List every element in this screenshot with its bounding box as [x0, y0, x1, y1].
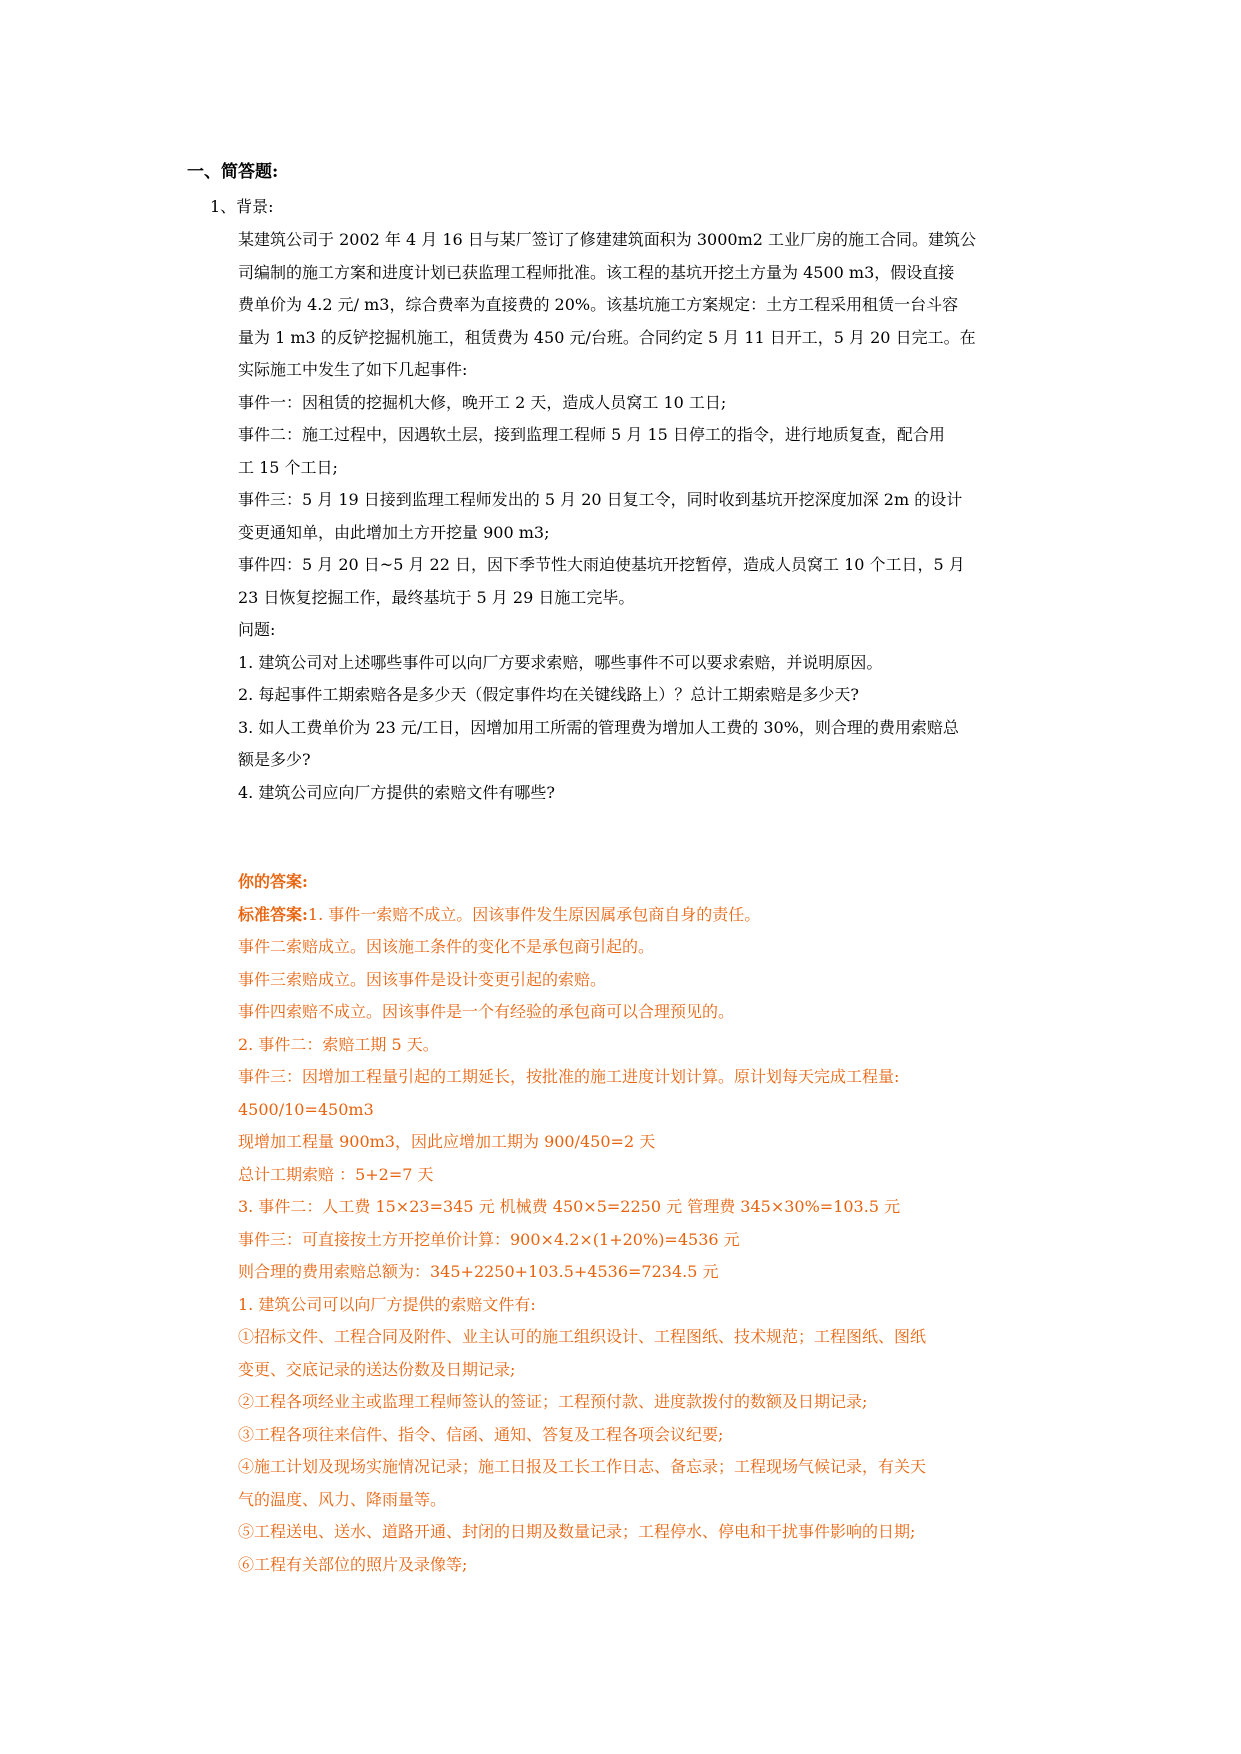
answer-line: ⑥工程有关部位的照片及录像等;	[238, 1554, 468, 1574]
standard-answer-line	[238, 899, 1038, 932]
answer-line: 现增加工程量 900m3，因此应增加工期为 900/450=2 天	[238, 1132, 656, 1151]
question-item: 3. 如人工费单价为 23 元/工日，因增加用工所需的管理费为增加人工费的 30%，则合理的费用索赔总	[238, 717, 959, 737]
question-item: 1. 建筑公司对上述哪些事件可以向厂方要求索赔，哪些事件不可以要求索赔，并说明原因。	[238, 652, 883, 672]
answer-line: 事件三索赔成立。因该事件是设计变更引起的索赔。	[238, 969, 607, 989]
background-line: 司编制的施工方案和进度计划已获监理工程师批准。该工程的基坑开挖土方量为 4500 m3，假设直接	[238, 262, 955, 282]
answer-line: 3. 事件二：人工费 15×23=345 元 机械费 450×5=2250 元 管理费 345×30%=103.5 元	[238, 1197, 901, 1216]
answer-line: 事件二索赔成立。因该施工条件的变化不是承包商引起的。	[238, 937, 655, 956]
answer-line: ④施工计划及现场实施情况记录；施工日报及工长工作日志、备忘录；工程现场气候记录，有关天	[238, 1457, 927, 1476]
answer-line: ⑤工程送电、送水、道路开通、封闭的日期及数量记录；工程停水、停电和干扰事件影响的日期;	[238, 1522, 916, 1541]
background-line: 实际施工中发生了如下几起事件:	[238, 360, 468, 379]
your-answer-label: 你的答案:	[238, 872, 308, 891]
section-title: 一、简答题:	[187, 162, 279, 182]
answer-line: 总计工期索赔 ：5+2=7 天	[238, 1164, 434, 1184]
question-item: 额是多少?	[238, 750, 311, 769]
answer-line: 1. 建筑公司可以向厂方提供的索赔文件有:	[238, 1294, 536, 1314]
background-line: 费单价为 4.2 元/ m3，综合费率为直接费的 20%。该基坑施工方案规定：土方工程采用租赁一台斗容	[238, 295, 959, 314]
background-line: 某建筑公司于 2002 年 4 月 16 日与某厂签订了修建建筑面积为 3000m2 工业厂房的施工合同。建筑公	[238, 230, 977, 249]
event-line: 事件一：因租赁的挖掘机大修，晚开工 2 天，造成人员窝工 10 工日;	[238, 392, 727, 412]
answer-line: 4500/10=450m3	[238, 1099, 374, 1119]
event-line: 23 日恢复挖掘工作，最终基坑于 5 月 29 日施工完毕。	[238, 587, 635, 607]
answer-line: 变更、交底记录的送达份数及日期记录;	[238, 1359, 516, 1379]
answer-section	[238, 866, 1038, 1581]
question-item: 2. 每起事件工期索赔各是多少天（假定事件均在关键线路上）？总计工期索赔是多少天?	[238, 685, 859, 704]
event-line: 工 15 个工日;	[238, 457, 338, 477]
answer-line: 气的温度、风力、降雨量等。	[238, 1489, 447, 1509]
standard-answer-label: 标准答案:	[238, 904, 308, 924]
answer-line: 事件三：因增加工程量引起的工期延长，按批准的施工进度计划计算。原计划每天完成工程量:	[238, 1067, 900, 1086]
background-line: 量为 1 m3 的反铲挖掘机施工，租赁费为 450 元/台班。合同约定 5 月 11 日开工，5 月 20 日完工。在	[238, 327, 976, 347]
standard-answer-text: 1. 事件一索赔不成立。因该事件发生原因属承包商自身的责任。	[307, 904, 761, 924]
question-label: 1、背景:	[210, 197, 274, 216]
question-item: 4. 建筑公司应向厂方提供的索赔文件有哪些?	[238, 782, 555, 802]
answer-line: ②工程各项经业主或监理工程师签认的签证；工程预付款、进度款拨付的数额及日期记录;	[238, 1392, 868, 1411]
event-line: 事件三：5 月 19 日接到监理工程师发出的 5 月 20 日复工令，同时收到基坑开挖深度加深 2m 的设计	[238, 490, 963, 509]
answer-line: 事件三：可直接按土方开挖单价计算：900×4.2×(1+20%)=4536 元	[238, 1229, 740, 1249]
answer-line: ①招标文件、工程合同及附件、业主认可的施工组织设计、工程图纸、技术规范；工程图纸、图纸	[238, 1327, 927, 1346]
event-line: 事件二：施工过程中，因遇软土层，接到监理工程师 5 月 15 日停工的指令，进行地质复查，配合用	[238, 425, 945, 444]
answer-line: 事件四索赔不成立。因该事件是一个有经验的承包商可以合理预见的。	[238, 1002, 735, 1021]
answer-line: 2. 事件二：索赔工期 5 天。	[238, 1034, 439, 1054]
event-line: 事件四：5 月 20 日~5 月 22 日，因下季节性大雨迫使基坑开挖暂停，造成人员窝工 10 个工日，5 月	[238, 555, 965, 574]
event-line: 变更通知单，由此增加土方开挖量 900 m3;	[238, 522, 550, 542]
questions-heading: 问题:	[238, 620, 276, 639]
answer-line: 则合理的费用索赔总额为：345+2250+103.5+4536=7234.5 元	[238, 1262, 719, 1281]
answer-line: ③工程各项往来信件、指令、信函、通知、答复及工程各项会议纪要;	[238, 1424, 724, 1444]
question-body	[238, 224, 1038, 809]
